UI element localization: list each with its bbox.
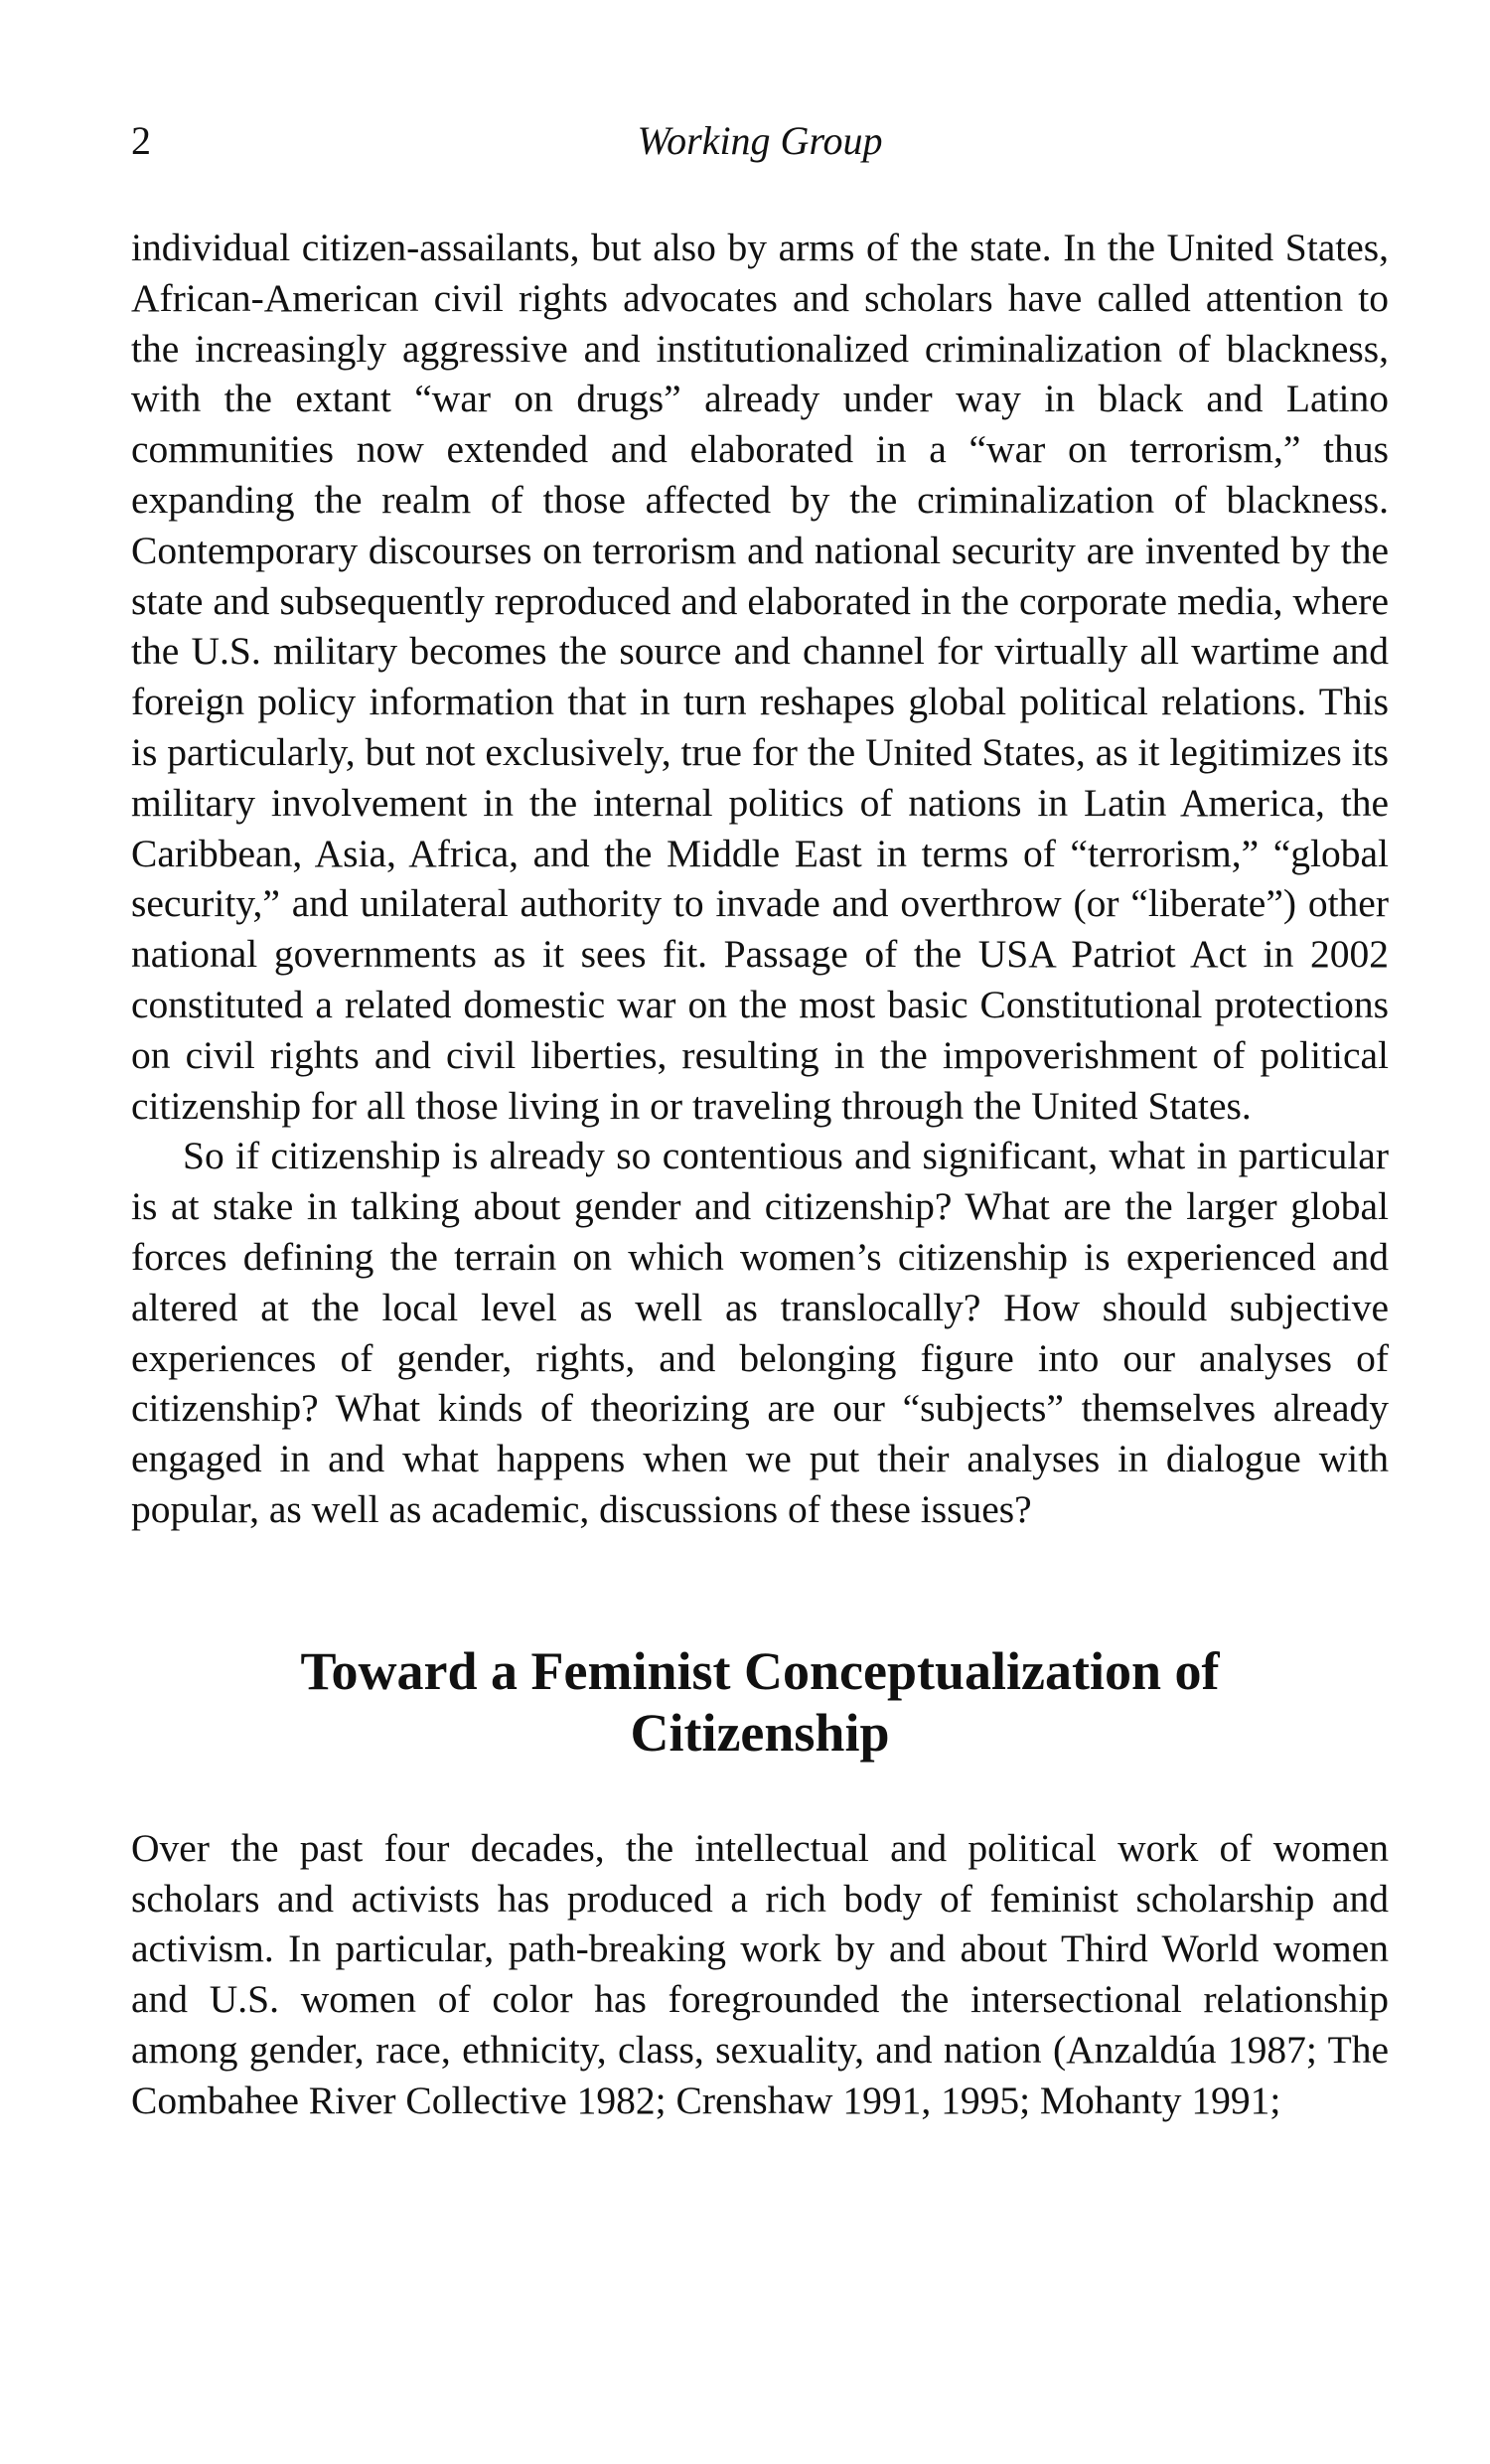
- page-number: 2: [131, 118, 151, 163]
- running-head: [131, 117, 1389, 177]
- paragraph-continued: individual citizen-assailants, but also by arms of the state. In the United States, African-American civil rights advocates and scholars have called attention to the increasingly aggressive and institutionalized criminalization of blackness, with the extant “war on drugs” already under way in black and Latino communities now extended and elaborated in a “war on terrorism,” thus expanding the realm of those affected by the criminalization of blackness. Contemporary discourses on terrorism and national security are invented by the state and subsequently reproduced and elaborated in the corporate media, where the U.S. military becomes the source and channel for virtually all wartime and foreign policy information that in turn reshapes global political relations. This is particularly, but not exclusively, true for the United States, as it legitimizes its military involvement in the internal politics of nations in Latin America, the Caribbean, Asia, Africa, and the Middle East in terms of “terrorism,” “global security,” and unilateral authority to invade and overthrow (or “liberate”) other national governments as it sees fit. Passage of the USA Patriot Act in 2002 constituted a related domestic war on the most basic Constitutional protections on civil rights and civil liberties, resulting in the impoverishment of political citizenship for all those living in or traveling through the United States.: [131, 226, 1389, 1128]
- running-title: Working Group: [637, 118, 883, 163]
- paragraph-questions: So if citizenship is already so contentious and significant, what in particular is at stake in talking about gender and citizenship? What are the larger global forces defining the terrain on which women’s citizenship is experienced and altered at the local level as well as translocally? How should subjective experiences of gender, rights, and belonging figure into our analyses of citizenship? What kinds of theorizing are our “subjects” themselves already engaged in and what happens when we put their analyses in dialogue with popular, as well as academic, discussions of these issues?: [131, 1134, 1389, 1531]
- book-page: [131, 117, 1389, 2126]
- section-paragraph: Over the past four decades, the intellectual and political work of women scholars and activists has produced a rich body of feminist scholarship and activism. In particular, path-breaking work by and about Third World women and U.S. women of color has foregrounded the intersectional relationship among gender, race, ethnicity, class, sexuality, and nation (Anzaldúa 1987; The Combahee River Collective 1982; Crenshaw 1991, 1995; Mohanty 1991;: [131, 1825, 1389, 2122]
- body-text: [131, 223, 1389, 1535]
- section-heading: Toward a Feminist Conceptualization of Citizenship: [300, 1640, 1220, 1763]
